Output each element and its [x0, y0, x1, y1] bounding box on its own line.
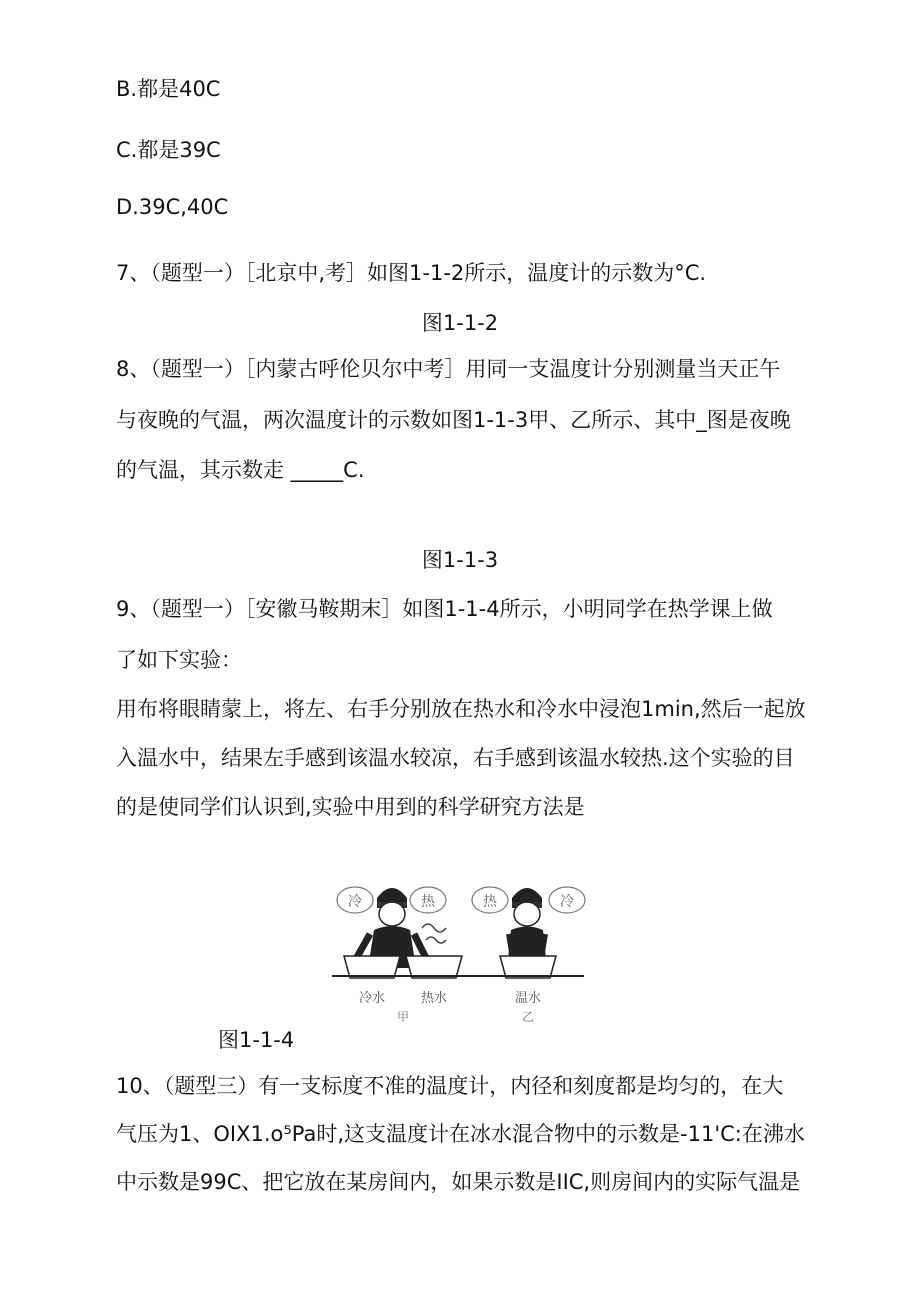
option-c: C.都是39C [116, 138, 221, 162]
basin-hot-water [406, 956, 462, 978]
steam-squiggle [422, 924, 446, 943]
figure-1-1-4-caption: 图1-1-4 [218, 1028, 295, 1052]
label-warm-water: 温水 [514, 991, 542, 1006]
basin-cold-water [344, 956, 400, 978]
option-b: B.都是40C [116, 77, 221, 101]
bubble-text-hot-right: 热 [483, 894, 497, 910]
label-yi: 乙 [521, 1010, 535, 1024]
figure-1-1-4-illustration [322, 878, 592, 1028]
question-9-line-5: 的是使同学们认识到,实验中用到的科学研究方法是 [116, 795, 585, 819]
question-10-line-3: 中示数是99C、把它放在某房间内，如果示数是IIC,则房间内的实际气温是 [116, 1170, 801, 1194]
figure-1-1-3-caption: 图1-1-3 [421, 548, 499, 572]
question-9-line-2: 了如下实验： [116, 648, 242, 672]
basin-warm-water [500, 956, 556, 978]
question-9-line-1: 9、（题型一）［安徽马鞍期末］如图1-1-4所示，小明同学在热学课上做 [116, 597, 773, 621]
question-8-line-2: 与夜晚的气温，两次温度计的示数如图1-1-3甲、乙所示、其中_图是夜晚 [116, 408, 791, 432]
option-d: D.39C,40C [116, 195, 229, 219]
question-10-line-2: 气压为1、OIX1.o⁵Pa时,这支温度计在冰水混合物中的示数是-11'C:在沸水 [116, 1122, 805, 1146]
bubble-text-hot-left: 热 [421, 894, 435, 910]
question-9-line-3: 用布将眼睛蒙上，将左、右手分别放在热水和冷水中浸泡1min,然后一起放 [116, 697, 806, 721]
question-9-line-4: 入温水中，结果左手感到该温水较凉，右手感到该温水较热.这个实验的目 [116, 746, 795, 770]
bubble-text-cold-left: 冷 [348, 894, 362, 910]
bubble-text-cold-right: 冷 [560, 894, 574, 910]
label-jia: 甲 [396, 1010, 410, 1024]
question-7: 7、（题型一）［北京中,考］如图1-1-2所示，温度计的示数为°C. [116, 261, 707, 285]
figure-1-1-2-caption: 图1-1-2 [421, 311, 499, 335]
question-10-line-1: 10、（题型三）有一支标度不准的温度计，内径和刻度都是均匀的，在大 [116, 1074, 784, 1098]
question-8-line-1: 8、（题型一）［内蒙古呼伦贝尔中考］用同一支温度计分别测量当天正午 [116, 357, 781, 381]
label-cold-water: 冷水 [358, 991, 386, 1006]
question-8-line-3: 的气温，其示数走 _____C. [116, 458, 365, 482]
label-hot-water: 热水 [420, 991, 448, 1006]
